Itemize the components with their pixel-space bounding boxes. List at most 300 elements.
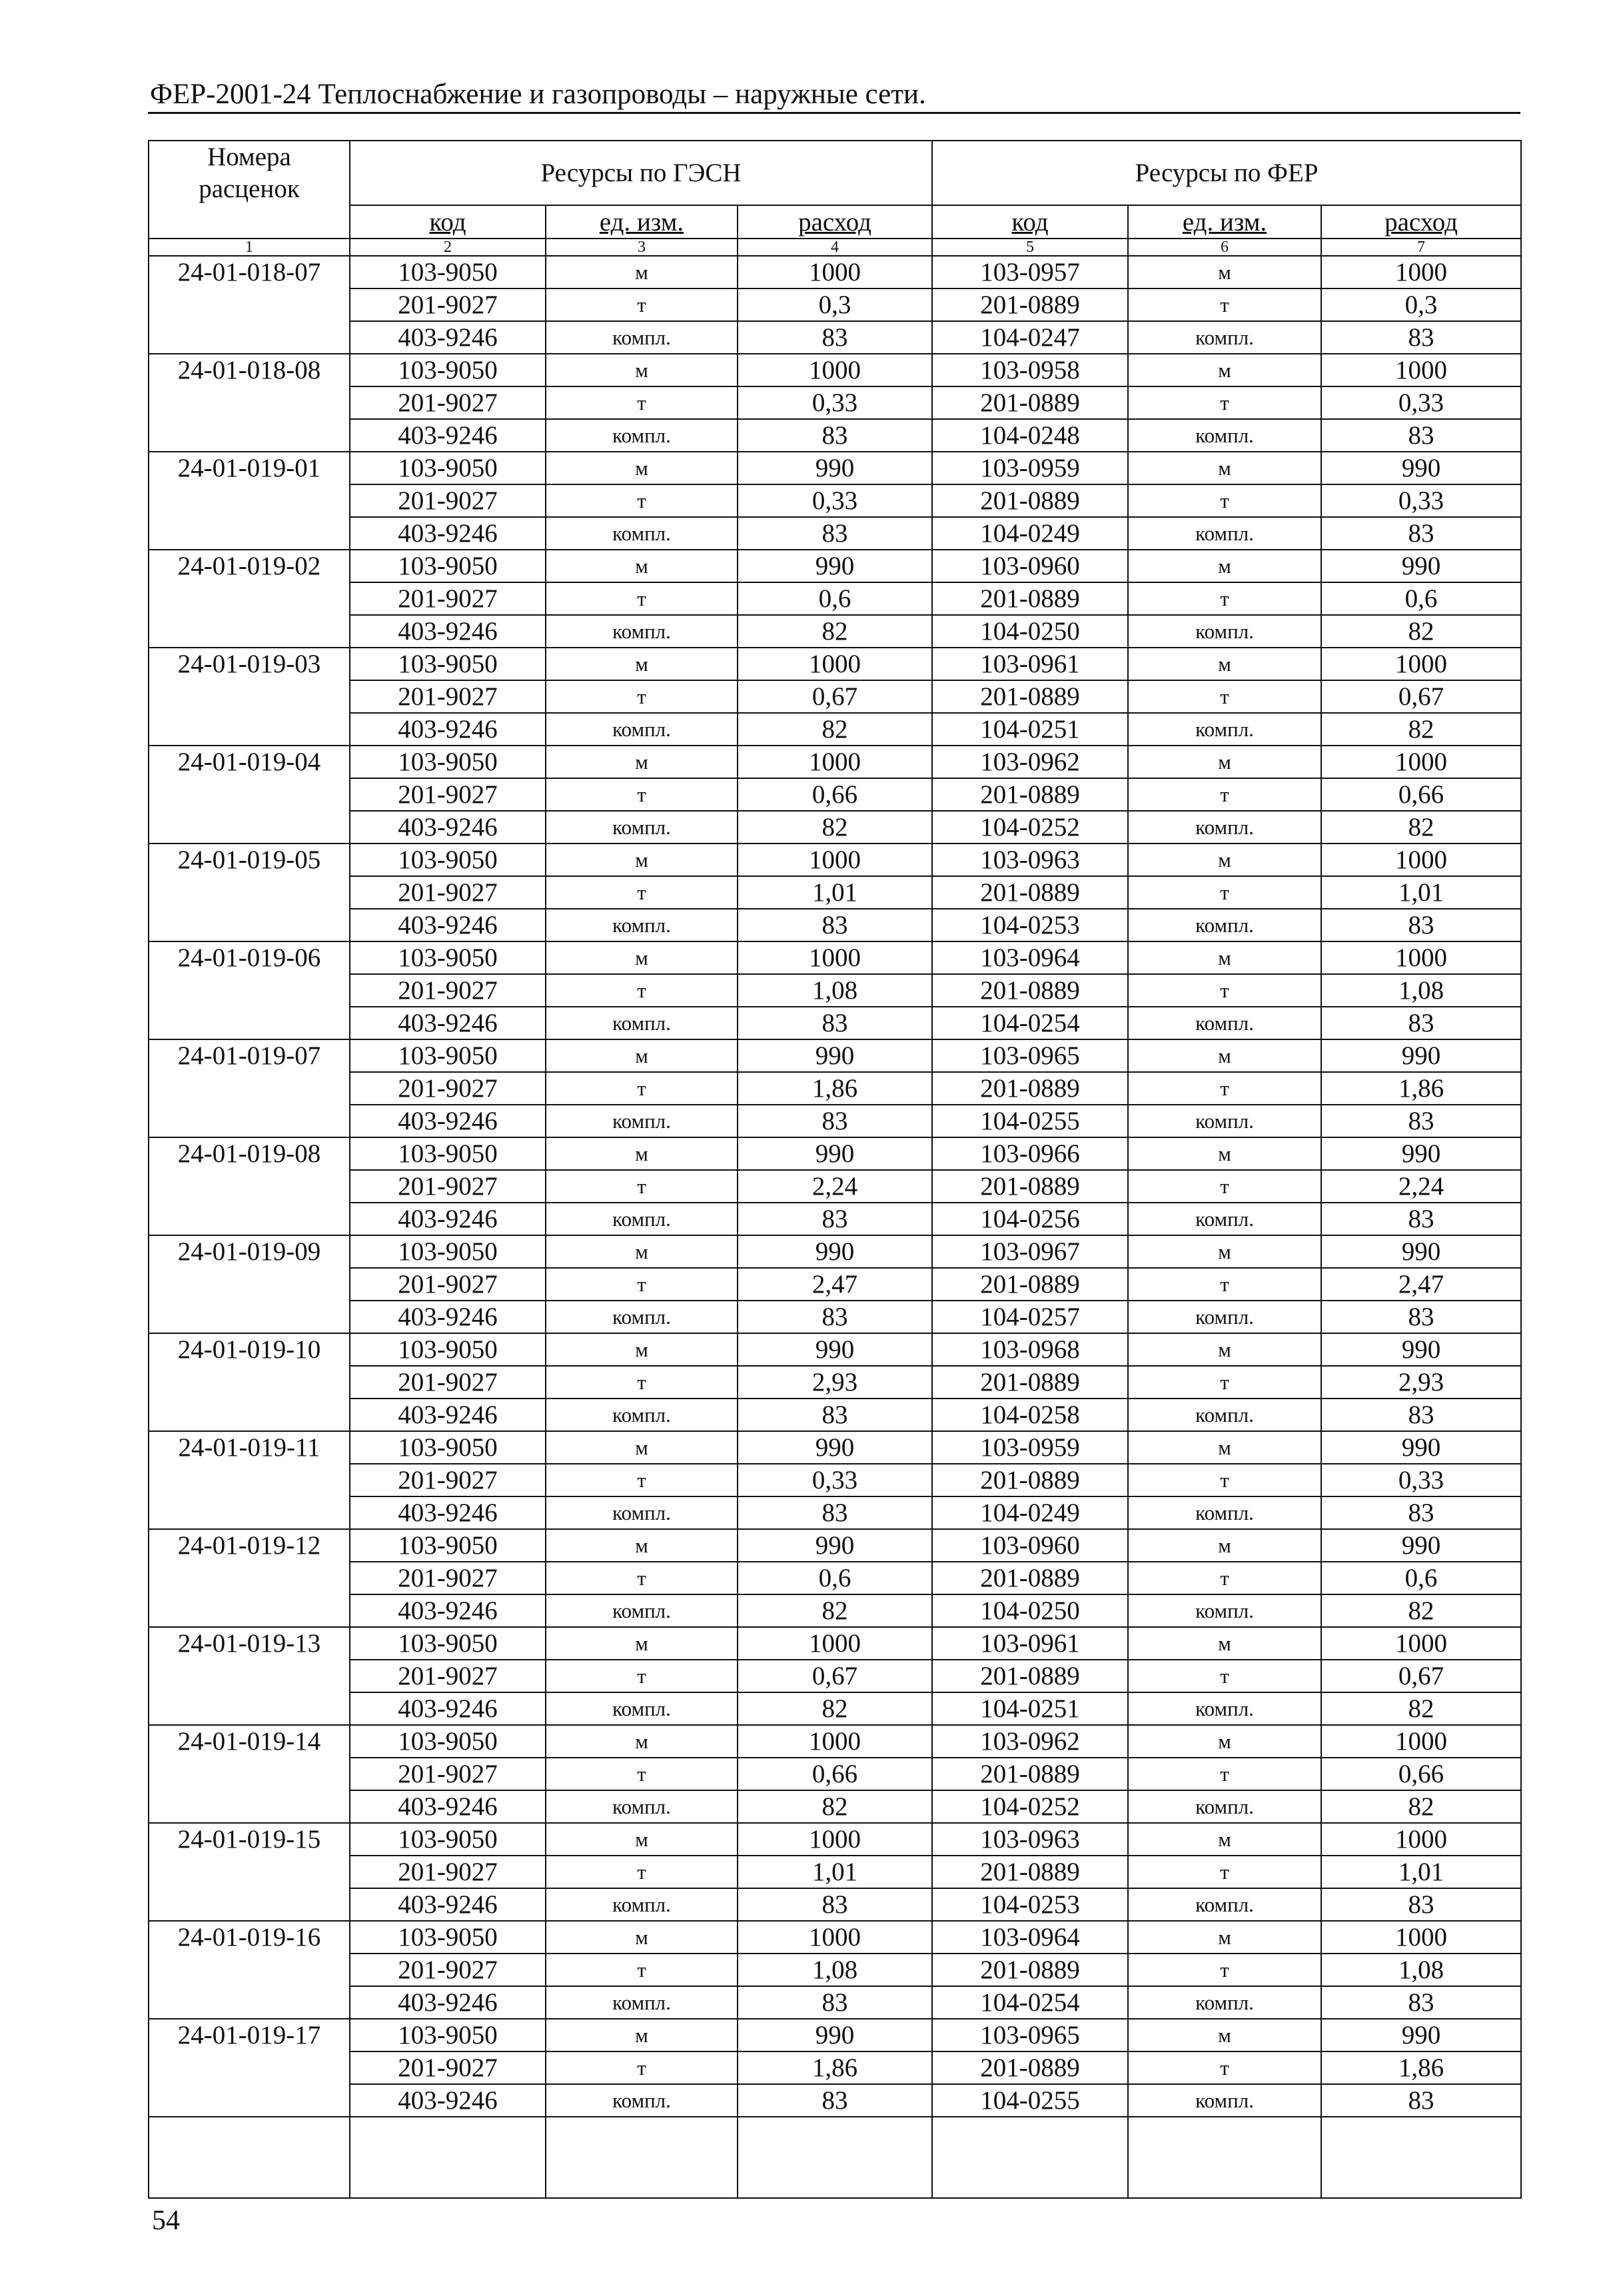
fer-code-cell: 201-0889 [932, 2051, 1128, 2084]
fer-unit-cell: т [1128, 1268, 1321, 1301]
gesn-consumption-cell: 82 [738, 1594, 932, 1627]
fer-consumption-cell: 990 [1321, 1039, 1521, 1072]
fer-consumption-cell: 1000 [1321, 354, 1521, 386]
fer-unit-cell: м [1128, 1823, 1321, 1856]
subheader-fer-code: код [932, 205, 1128, 239]
fer-consumption-cell: 1,01 [1321, 1856, 1521, 1888]
table-row [149, 1072, 1521, 1105]
gesn-code-cell: 201-9027 [350, 1562, 546, 1594]
gesn-consumption-cell: 83 [738, 1105, 932, 1137]
gesn-unit-cell: т [546, 582, 738, 615]
gesn-unit-cell: компл. [546, 2084, 738, 2117]
gesn-unit-cell: м [546, 941, 738, 974]
gesn-code-cell: 403-9246 [350, 1105, 546, 1137]
gesn-consumption-cell: 1000 [738, 746, 932, 778]
gesn-unit-cell: т [546, 778, 738, 811]
fer-code-cell: 103-0959 [932, 1431, 1128, 1464]
fer-unit-cell: компл. [1128, 713, 1321, 746]
table-row [149, 909, 1521, 941]
empty-cell [738, 2117, 932, 2198]
gesn-code-cell: 403-9246 [350, 1301, 546, 1333]
table-row [149, 1692, 1521, 1725]
fer-unit-cell: компл. [1128, 1692, 1321, 1725]
subheader-gesn-consumption: расход [738, 205, 932, 239]
fer-code-cell: 103-0962 [932, 1725, 1128, 1758]
fer-unit-cell: компл. [1128, 1496, 1321, 1529]
fer-code-cell: 201-0889 [932, 1072, 1128, 1105]
fer-code-cell: 201-0889 [932, 288, 1128, 321]
fer-unit-cell: т [1128, 1660, 1321, 1692]
fer-code-cell: 103-0963 [932, 844, 1128, 876]
table-row [149, 2019, 1521, 2051]
gesn-consumption-cell: 1000 [738, 941, 932, 974]
gesn-unit-cell: м [546, 1137, 738, 1170]
fer-code-cell: 201-0889 [932, 1170, 1128, 1203]
fer-consumption-cell: 1,86 [1321, 2051, 1521, 2084]
gesn-unit-cell: м [546, 1235, 738, 1268]
page-number: 54 [152, 2205, 180, 2236]
gesn-code-cell: 103-9050 [350, 1725, 546, 1758]
header-row-groups [149, 141, 1521, 205]
fer-unit-cell: м [1128, 1039, 1321, 1072]
gesn-unit-cell: компл. [546, 1594, 738, 1627]
col-number: 5 [932, 239, 1128, 256]
col-header-rate-numbers: Номера расценок [199, 143, 300, 203]
fer-unit-cell: м [1128, 1627, 1321, 1660]
fer-consumption-cell: 990 [1321, 1333, 1521, 1366]
table-row [149, 484, 1521, 517]
rate-number-cell: 24-01-018-08 [149, 354, 350, 452]
gesn-consumption-cell: 83 [738, 517, 932, 550]
gesn-consumption-cell: 83 [738, 1496, 932, 1529]
gesn-code-cell: 103-9050 [350, 1431, 546, 1464]
fer-consumption-cell: 83 [1321, 1399, 1521, 1431]
gesn-consumption-cell: 1,01 [738, 1856, 932, 1888]
fer-consumption-cell: 990 [1321, 1529, 1521, 1562]
gesn-code-cell: 103-9050 [350, 452, 546, 484]
gesn-consumption-cell: 990 [738, 1235, 932, 1268]
gesn-consumption-cell: 0,6 [738, 1562, 932, 1594]
fer-code-cell: 201-0889 [932, 1366, 1128, 1399]
gesn-consumption-cell: 0,66 [738, 778, 932, 811]
table-row [149, 1986, 1521, 2019]
gesn-unit-cell: компл. [546, 1986, 738, 2019]
fer-unit-cell: компл. [1128, 1007, 1321, 1039]
gesn-consumption-cell: 1000 [738, 256, 932, 288]
fer-code-cell: 103-0966 [932, 1137, 1128, 1170]
column-numbers-row [149, 239, 1521, 256]
fer-code-cell: 103-0965 [932, 1039, 1128, 1072]
header-rule [148, 112, 1520, 114]
group-header-fer: Ресурсы по ФЕР [932, 141, 1521, 205]
gesn-code-cell: 201-9027 [350, 582, 546, 615]
rate-number-cell: 24-01-019-03 [149, 648, 350, 746]
table-filler-row [149, 2117, 1521, 2198]
fer-code-cell: 103-0964 [932, 941, 1128, 974]
fer-unit-cell: т [1128, 582, 1321, 615]
fer-consumption-cell: 83 [1321, 1496, 1521, 1529]
fer-consumption-cell: 0,66 [1321, 778, 1521, 811]
fer-code-cell: 201-0889 [932, 1562, 1128, 1594]
gesn-code-cell: 201-9027 [350, 1170, 546, 1203]
resources-table [148, 140, 1522, 2199]
fer-code-cell: 104-0252 [932, 1790, 1128, 1823]
table-row [149, 1431, 1521, 1464]
fer-code-cell: 104-0258 [932, 1399, 1128, 1431]
gesn-unit-cell: компл. [546, 419, 738, 452]
rate-number-cell: 24-01-019-10 [149, 1333, 350, 1431]
rate-number-cell: 24-01-019-15 [149, 1823, 350, 1921]
table-row [149, 844, 1521, 876]
gesn-consumption-cell: 1000 [738, 354, 932, 386]
table-row [149, 1235, 1521, 1268]
gesn-code-cell: 201-9027 [350, 974, 546, 1007]
gesn-consumption-cell: 0,66 [738, 1758, 932, 1790]
gesn-unit-cell: т [546, 386, 738, 419]
table-row [149, 974, 1521, 1007]
fer-unit-cell: т [1128, 1856, 1321, 1888]
table-row [149, 386, 1521, 419]
gesn-unit-cell: т [546, 1366, 738, 1399]
gesn-unit-cell: м [546, 256, 738, 288]
table-row [149, 876, 1521, 909]
table-row [149, 811, 1521, 844]
fer-consumption-cell: 0,33 [1321, 1464, 1521, 1496]
fer-consumption-cell: 1000 [1321, 746, 1521, 778]
fer-consumption-cell: 83 [1321, 1203, 1521, 1235]
fer-code-cell: 103-0965 [932, 2019, 1128, 2051]
gesn-consumption-cell: 1000 [738, 1921, 932, 1954]
gesn-consumption-cell: 1,01 [738, 876, 932, 909]
fer-code-cell: 103-0960 [932, 1529, 1128, 1562]
gesn-code-cell: 403-9246 [350, 1888, 546, 1921]
gesn-consumption-cell: 82 [738, 1692, 932, 1725]
fer-code-cell: 201-0889 [932, 680, 1128, 713]
fer-consumption-cell: 0,67 [1321, 1660, 1521, 1692]
gesn-code-cell: 201-9027 [350, 288, 546, 321]
gesn-consumption-cell: 1,08 [738, 974, 932, 1007]
empty-cell [1321, 2117, 1521, 2198]
gesn-code-cell: 103-9050 [350, 1529, 546, 1562]
fer-consumption-cell: 1,01 [1321, 876, 1521, 909]
fer-consumption-cell: 990 [1321, 1235, 1521, 1268]
table-row [149, 1366, 1521, 1399]
fer-code-cell: 104-0254 [932, 1986, 1128, 2019]
gesn-code-cell: 103-9050 [350, 941, 546, 974]
table-row [149, 1660, 1521, 1692]
gesn-code-cell: 201-9027 [350, 1072, 546, 1105]
gesn-consumption-cell: 83 [738, 1007, 932, 1039]
fer-code-cell: 201-0889 [932, 1464, 1128, 1496]
gesn-code-cell: 201-9027 [350, 778, 546, 811]
gesn-unit-cell: компл. [546, 1790, 738, 1823]
gesn-unit-cell: м [546, 1725, 738, 1758]
gesn-consumption-cell: 1000 [738, 648, 932, 680]
gesn-code-cell: 103-9050 [350, 1137, 546, 1170]
gesn-consumption-cell: 1000 [738, 1823, 932, 1856]
fer-consumption-cell: 990 [1321, 550, 1521, 582]
fer-code-cell: 201-0889 [932, 876, 1128, 909]
header-row-subcolumns [149, 205, 1521, 239]
fer-code-cell: 104-0255 [932, 2084, 1128, 2117]
fer-consumption-cell: 990 [1321, 452, 1521, 484]
table-row [149, 1496, 1521, 1529]
table-row [149, 680, 1521, 713]
fer-unit-cell: т [1128, 680, 1321, 713]
gesn-code-cell: 201-9027 [350, 1366, 546, 1399]
gesn-unit-cell: компл. [546, 1888, 738, 1921]
fer-code-cell: 103-0959 [932, 452, 1128, 484]
gesn-consumption-cell: 83 [738, 2084, 932, 2117]
fer-consumption-cell: 990 [1321, 1431, 1521, 1464]
gesn-code-cell: 201-9027 [350, 1464, 546, 1496]
subheader-fer-unit: ед. изм. [1128, 205, 1321, 239]
table-row [149, 2084, 1521, 2117]
fer-consumption-cell: 1000 [1321, 1627, 1521, 1660]
fer-code-cell: 103-0960 [932, 550, 1128, 582]
fer-code-cell: 201-0889 [932, 1268, 1128, 1301]
fer-code-cell: 104-0251 [932, 1692, 1128, 1725]
rate-number-cell: 24-01-019-14 [149, 1725, 350, 1823]
fer-consumption-cell: 0,3 [1321, 288, 1521, 321]
fer-consumption-cell: 82 [1321, 1790, 1521, 1823]
fer-unit-cell: компл. [1128, 909, 1321, 941]
rate-number-cell: 24-01-019-13 [149, 1627, 350, 1725]
table-row [149, 1301, 1521, 1333]
table-row [149, 354, 1521, 386]
fer-consumption-cell: 83 [1321, 321, 1521, 354]
gesn-consumption-cell: 2,93 [738, 1366, 932, 1399]
gesn-unit-cell: м [546, 452, 738, 484]
gesn-code-cell: 201-9027 [350, 1954, 546, 1986]
gesn-consumption-cell: 83 [738, 1203, 932, 1235]
fer-consumption-cell: 82 [1321, 615, 1521, 648]
col-header-rate-numbers-top [149, 141, 350, 205]
gesn-unit-cell: м [546, 1431, 738, 1464]
gesn-consumption-cell: 0,67 [738, 680, 932, 713]
gesn-consumption-cell: 990 [738, 1137, 932, 1170]
rate-number-cell: 24-01-019-02 [149, 550, 350, 648]
gesn-code-cell: 103-9050 [350, 256, 546, 288]
gesn-consumption-cell: 83 [738, 1301, 932, 1333]
gesn-unit-cell: м [546, 1823, 738, 1856]
fer-code-cell: 201-0889 [932, 1758, 1128, 1790]
rate-number-cell: 24-01-019-05 [149, 844, 350, 941]
gesn-unit-cell: т [546, 1072, 738, 1105]
gesn-unit-cell: компл. [546, 1105, 738, 1137]
gesn-code-cell: 103-9050 [350, 2019, 546, 2051]
gesn-unit-cell: компл. [546, 1399, 738, 1431]
gesn-unit-cell: м [546, 550, 738, 582]
gesn-unit-cell: компл. [546, 909, 738, 941]
fer-unit-cell: м [1128, 2019, 1321, 2051]
gesn-consumption-cell: 83 [738, 909, 932, 941]
fer-consumption-cell: 1000 [1321, 844, 1521, 876]
fer-consumption-cell: 1,08 [1321, 974, 1521, 1007]
fer-unit-cell: компл. [1128, 1301, 1321, 1333]
subheader-fer-consumption: расход [1321, 205, 1521, 239]
table-row [149, 1399, 1521, 1431]
rate-number-cell: 24-01-019-17 [149, 2019, 350, 2117]
fer-code-cell: 104-0248 [932, 419, 1128, 452]
fer-unit-cell: м [1128, 1137, 1321, 1170]
gesn-unit-cell: т [546, 1268, 738, 1301]
table-row [149, 550, 1521, 582]
fer-consumption-cell: 82 [1321, 1594, 1521, 1627]
gesn-unit-cell: м [546, 648, 738, 680]
fer-unit-cell: компл. [1128, 517, 1321, 550]
gesn-code-cell: 403-9246 [350, 1790, 546, 1823]
fer-unit-cell: т [1128, 974, 1321, 1007]
gesn-unit-cell: т [546, 288, 738, 321]
gesn-code-cell: 201-9027 [350, 1758, 546, 1790]
gesn-consumption-cell: 990 [738, 1039, 932, 1072]
fer-unit-cell: т [1128, 1562, 1321, 1594]
gesn-code-cell: 103-9050 [350, 1921, 546, 1954]
gesn-consumption-cell: 82 [738, 811, 932, 844]
gesn-consumption-cell: 0,3 [738, 288, 932, 321]
gesn-unit-cell: компл. [546, 1301, 738, 1333]
gesn-code-cell: 201-9027 [350, 484, 546, 517]
gesn-unit-cell: т [546, 1660, 738, 1692]
gesn-code-cell: 403-9246 [350, 1594, 546, 1627]
fer-unit-cell: м [1128, 256, 1321, 288]
gesn-unit-cell: компл. [546, 1203, 738, 1235]
gesn-code-cell: 403-9246 [350, 321, 546, 354]
gesn-code-cell: 403-9246 [350, 713, 546, 746]
rate-number-cell: 24-01-019-09 [149, 1235, 350, 1333]
table-row [149, 1921, 1521, 1954]
gesn-code-cell: 201-9027 [350, 680, 546, 713]
fer-unit-cell: компл. [1128, 1399, 1321, 1431]
col-number: 2 [350, 239, 546, 256]
fer-code-cell: 103-0963 [932, 1823, 1128, 1856]
fer-unit-cell: компл. [1128, 1203, 1321, 1235]
fer-consumption-cell: 0,6 [1321, 582, 1521, 615]
rate-number-cell: 24-01-019-07 [149, 1039, 350, 1137]
gesn-consumption-cell: 82 [738, 1790, 932, 1823]
gesn-consumption-cell: 83 [738, 419, 932, 452]
gesn-unit-cell: м [546, 1333, 738, 1366]
fer-unit-cell: м [1128, 1431, 1321, 1464]
fer-consumption-cell: 83 [1321, 1888, 1521, 1921]
col-number: 4 [738, 239, 932, 256]
col-header-rate-numbers-bottom [149, 205, 350, 239]
gesn-unit-cell: м [546, 844, 738, 876]
fer-unit-cell: м [1128, 1333, 1321, 1366]
table-row [149, 452, 1521, 484]
rate-number-cell: 24-01-019-11 [149, 1431, 350, 1529]
fer-code-cell: 201-0889 [932, 484, 1128, 517]
table-row [149, 1888, 1521, 1921]
fer-unit-cell: м [1128, 1529, 1321, 1562]
gesn-code-cell: 403-9246 [350, 1399, 546, 1431]
gesn-consumption-cell: 1,08 [738, 1954, 932, 1986]
table-row [149, 615, 1521, 648]
fer-unit-cell: компл. [1128, 1888, 1321, 1921]
gesn-consumption-cell: 990 [738, 2019, 932, 2051]
gesn-unit-cell: компл. [546, 615, 738, 648]
fer-unit-cell: м [1128, 1725, 1321, 1758]
fer-consumption-cell: 1000 [1321, 256, 1521, 288]
gesn-unit-cell: м [546, 354, 738, 386]
fer-consumption-cell: 1,86 [1321, 1072, 1521, 1105]
gesn-code-cell: 403-9246 [350, 1496, 546, 1529]
gesn-code-cell: 403-9246 [350, 909, 546, 941]
gesn-unit-cell: компл. [546, 1496, 738, 1529]
fer-consumption-cell: 1000 [1321, 1823, 1521, 1856]
fer-unit-cell: т [1128, 1758, 1321, 1790]
gesn-code-cell: 103-9050 [350, 1235, 546, 1268]
fer-code-cell: 103-0958 [932, 354, 1128, 386]
fer-code-cell: 104-0249 [932, 517, 1128, 550]
fer-unit-cell: м [1128, 1235, 1321, 1268]
gesn-code-cell: 403-9246 [350, 517, 546, 550]
fer-code-cell: 104-0247 [932, 321, 1128, 354]
fer-consumption-cell: 1000 [1321, 1725, 1521, 1758]
empty-cell [932, 2117, 1128, 2198]
gesn-consumption-cell: 83 [738, 321, 932, 354]
table-row [149, 582, 1521, 615]
gesn-consumption-cell: 0,33 [738, 386, 932, 419]
empty-cell [350, 2117, 546, 2198]
table-row [149, 1627, 1521, 1660]
gesn-consumption-cell: 1000 [738, 1725, 932, 1758]
fer-unit-cell: т [1128, 1954, 1321, 1986]
fer-unit-cell: компл. [1128, 1986, 1321, 2019]
table-row [149, 1268, 1521, 1301]
table-row [149, 321, 1521, 354]
fer-unit-cell: м [1128, 941, 1321, 974]
gesn-consumption-cell: 0,33 [738, 1464, 932, 1496]
fer-code-cell: 103-0962 [932, 746, 1128, 778]
col-number: 7 [1321, 239, 1521, 256]
table-row [149, 1954, 1521, 1986]
fer-code-cell: 103-0968 [932, 1333, 1128, 1366]
table-row [149, 1823, 1521, 1856]
gesn-code-cell: 201-9027 [350, 1856, 546, 1888]
fer-code-cell: 104-0256 [932, 1203, 1128, 1235]
fer-code-cell: 201-0889 [932, 974, 1128, 1007]
fer-code-cell: 103-0967 [932, 1235, 1128, 1268]
gesn-unit-cell: компл. [546, 1692, 738, 1725]
table-row [149, 1529, 1521, 1562]
gesn-code-cell: 201-9027 [350, 1268, 546, 1301]
subheader-gesn-code: код [350, 205, 546, 239]
fer-consumption-cell: 83 [1321, 1007, 1521, 1039]
fer-code-cell: 104-0254 [932, 1007, 1128, 1039]
gesn-code-cell: 103-9050 [350, 844, 546, 876]
fer-consumption-cell: 2,24 [1321, 1170, 1521, 1203]
fer-code-cell: 201-0889 [932, 1660, 1128, 1692]
gesn-consumption-cell: 0,67 [738, 1660, 932, 1692]
gesn-unit-cell: компл. [546, 713, 738, 746]
fer-consumption-cell: 990 [1321, 1137, 1521, 1170]
gesn-unit-cell: т [546, 1954, 738, 1986]
fer-consumption-cell: 83 [1321, 1986, 1521, 2019]
gesn-unit-cell: м [546, 1921, 738, 1954]
fer-code-cell: 104-0255 [932, 1105, 1128, 1137]
fer-unit-cell: т [1128, 484, 1321, 517]
rate-number-cell: 24-01-019-01 [149, 452, 350, 550]
fer-consumption-cell: 1000 [1321, 648, 1521, 680]
gesn-code-cell: 103-9050 [350, 1039, 546, 1072]
gesn-unit-cell: м [546, 1529, 738, 1562]
fer-code-cell: 104-0250 [932, 1594, 1128, 1627]
gesn-consumption-cell: 1,86 [738, 1072, 932, 1105]
gesn-unit-cell: т [546, 876, 738, 909]
gesn-code-cell: 201-9027 [350, 386, 546, 419]
